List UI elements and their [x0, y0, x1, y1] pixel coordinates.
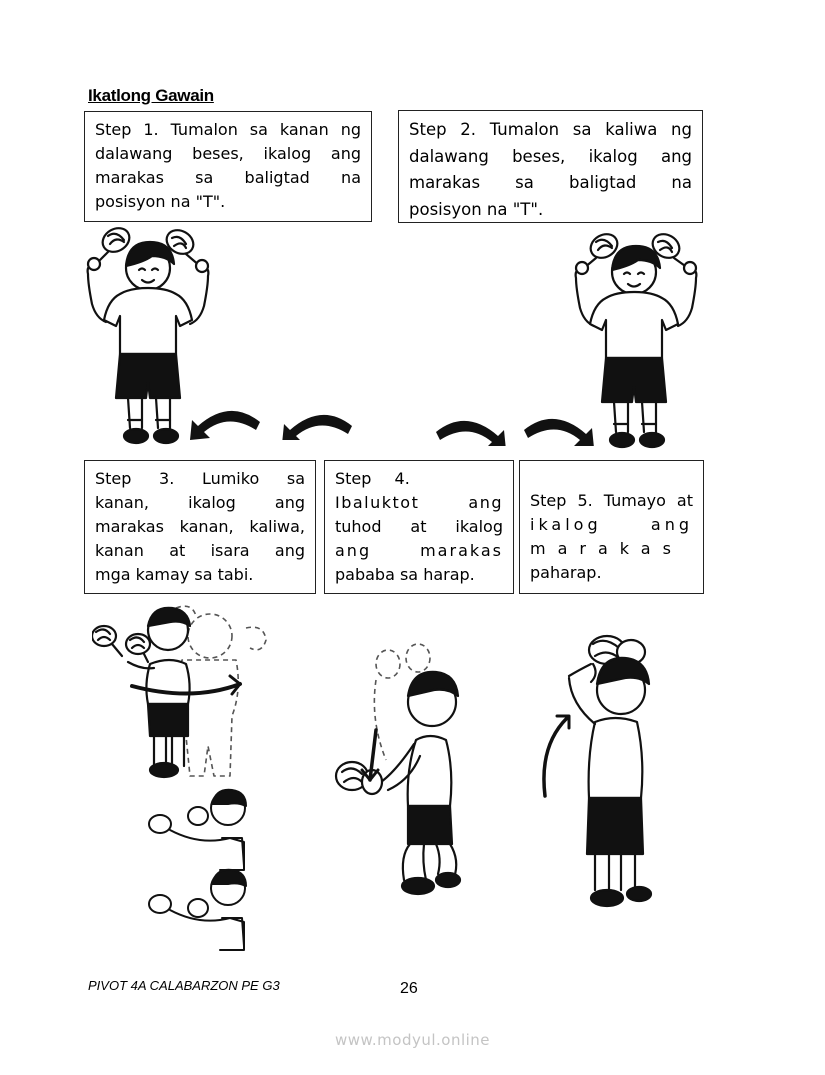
watermark-text: www.modyul.online	[334, 1031, 491, 1049]
step-4-line: Ibaluktot ang	[335, 493, 503, 512]
step-3-line: Step 3. Lumiko sa	[95, 469, 305, 488]
boy-bending-knees-shaking-maracas-icon	[332, 640, 472, 902]
boy-holding-maracas-overhead-icon	[570, 230, 700, 454]
step-2-line: Step 2. Tumalon sa kaliwa ng	[409, 120, 692, 139]
step-4-line: ang marakas	[335, 541, 503, 560]
step-3-box	[84, 460, 316, 594]
step-5-line: Step 5. Tumayo at	[530, 491, 693, 510]
step-3-line: mga kamay sa tabi.	[95, 565, 254, 584]
step-4-line: tuhod at ikalog	[335, 517, 503, 536]
step-5-line: paharap.	[530, 563, 602, 582]
step-1-line: Step 1. Tumalon sa kanan ng	[95, 120, 361, 139]
footer-module-label: PIVOT 4A CALABARZON PE G3	[88, 978, 280, 993]
page-number: 26	[400, 980, 418, 997]
step-2-line: posisyon na "T".	[409, 199, 544, 219]
step-1-box	[84, 111, 372, 222]
step-3-line: kanan, ikalog ang	[95, 493, 305, 512]
step-3-line: kanan at isara ang	[95, 541, 305, 560]
step-5-line: marakas	[530, 539, 683, 558]
boy-turning-with-maracas-icon	[92, 600, 282, 960]
boy-standing-raising-maracas-icon	[535, 626, 665, 916]
curved-arrow-icon	[186, 404, 356, 440]
step-4-box	[324, 460, 514, 594]
step-1-line: posisyon na "T".	[95, 192, 226, 211]
step-2-box	[398, 110, 703, 223]
step-1-line: marakas sa baligtad na	[95, 168, 361, 187]
step-4-line: Step 4.	[335, 469, 410, 488]
step-5-box	[519, 460, 704, 594]
step-2-line: marakas sa baligtad na	[409, 173, 692, 192]
step-2-line: dalawang beses, ikalog ang	[409, 146, 692, 166]
step-4-line: pababa sa harap.	[335, 565, 475, 584]
step-1-line: dalawang beses, ikalog ang	[95, 144, 361, 163]
step-5-line: ikalog ang	[530, 515, 693, 534]
step-3-line: marakas kanan, kaliwa,	[95, 517, 305, 536]
section-heading: Ikatlong Gawain	[88, 86, 214, 105]
